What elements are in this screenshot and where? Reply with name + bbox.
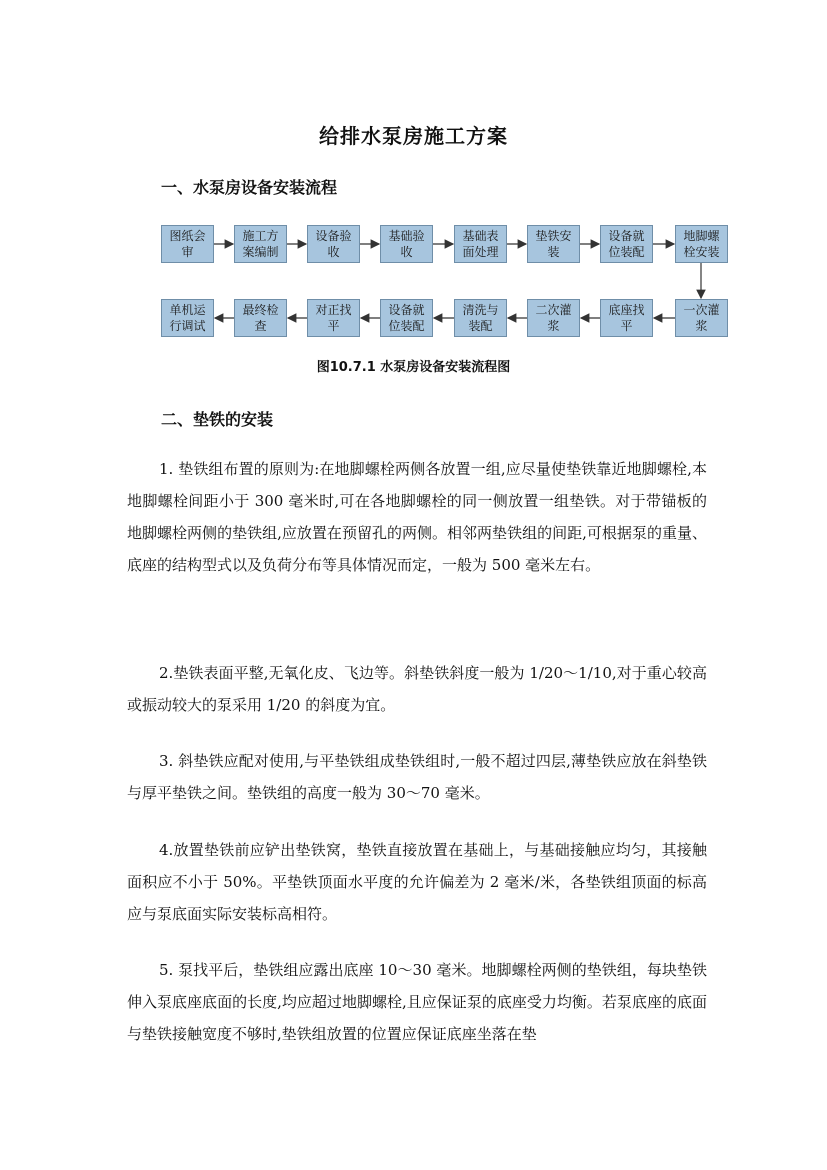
flow-box-second-grouting: 二次灌浆 [527,299,580,337]
flow-box-drawing-review: 图纸会审 [161,225,214,263]
paragraph-3: 3. 斜垫铁应配对使用,与平垫铁组成垫铁组时,一般不超过四层,薄垫铁应放在斜垫铁与厚平垫铁之间。垫铁组的高度一般为 30～70 毫米。 [127,752,707,802]
document-title: 给排水泵房施工方案 [319,124,508,148]
flow-box-foundation-surface: 基础表面处理 [454,225,507,263]
section-heading-shim: 二、垫铁的安装 [161,410,274,429]
flow-box-equipment-inspection: 设备验收 [307,225,360,263]
flow-box-final-check: 最终检查 [234,299,287,337]
flow-box-foundation-inspection: 基础验收 [380,225,433,263]
flow-box-equipment-positioning-2: 设备就位装配 [380,299,433,337]
section-heading-install-flow: 一、水泵房设备安装流程 [161,178,338,197]
paragraph-5: 5. 泵找平后，垫铁组应露出底座 10～30 毫米。地脚螺栓两侧的垫铁组，每块垫铁伸入泵底座底面的长度,均应超过地脚螺栓,且应保证泵的底座受力均衡。若泵底座的底面与垫铁接触宽度不够时,垫铁组放置的位置应保证底座坐落在垫 [127,961,707,1043]
flow-box-shim-install: 垫铁安装 [527,225,580,263]
flow-arrows [0,0,827,360]
flow-box-cleaning: 清洗与装配 [454,299,507,337]
paragraph-2: 2.垫铁表面平整,无氧化皮、飞边等。斜垫铁斜度一般为 1/20～1/10,对于重心较高或振动较大的泵采用 1/20 的斜度为宜。 [127,664,707,714]
flow-box-anchor-bolt: 地脚螺栓安装 [675,225,728,263]
paragraph-4: 4.放置垫铁前应铲出垫铁窝，垫铁直接放置在基础上，与基础接触应均匀，其接触面积应不小于 50%。平垫铁顶面水平度的允许偏差为 2 毫米/米，各垫铁组顶面的标高应与泵底面实际安装标高相符。 [127,841,707,923]
flow-box-base-leveling: 底座找平 [600,299,653,337]
flow-box-first-grouting: 一次灌浆 [675,299,728,337]
flow-box-alignment: 对正找平 [307,299,360,337]
figure-caption: 图10.7.1 水泵房设备安装流程图 [316,360,511,375]
flow-box-equipment-positioning: 设备就位装配 [600,225,653,263]
flow-box-construction-plan: 施工方案编制 [234,225,287,263]
flowchart [0,0,827,360]
flow-box-trial-run: 单机运行调试 [161,299,214,337]
paragraph-1: 1. 垫铁组布置的原则为:在地脚螺栓两侧各放置一组,应尽量使垫铁靠近地脚螺栓,本地脚螺栓间距小于 300 毫米时,可在各地脚螺栓的同一侧放置一组垫铁。对于带锚板的地脚螺栓两侧的垫铁组,应放置在预留孔的两侧。相邻两垫铁组的间距,可根据泵的重量、底座的结构型式以及负荷分布等具体情况而定，一般为 500 毫米左右。 [127,460,707,574]
